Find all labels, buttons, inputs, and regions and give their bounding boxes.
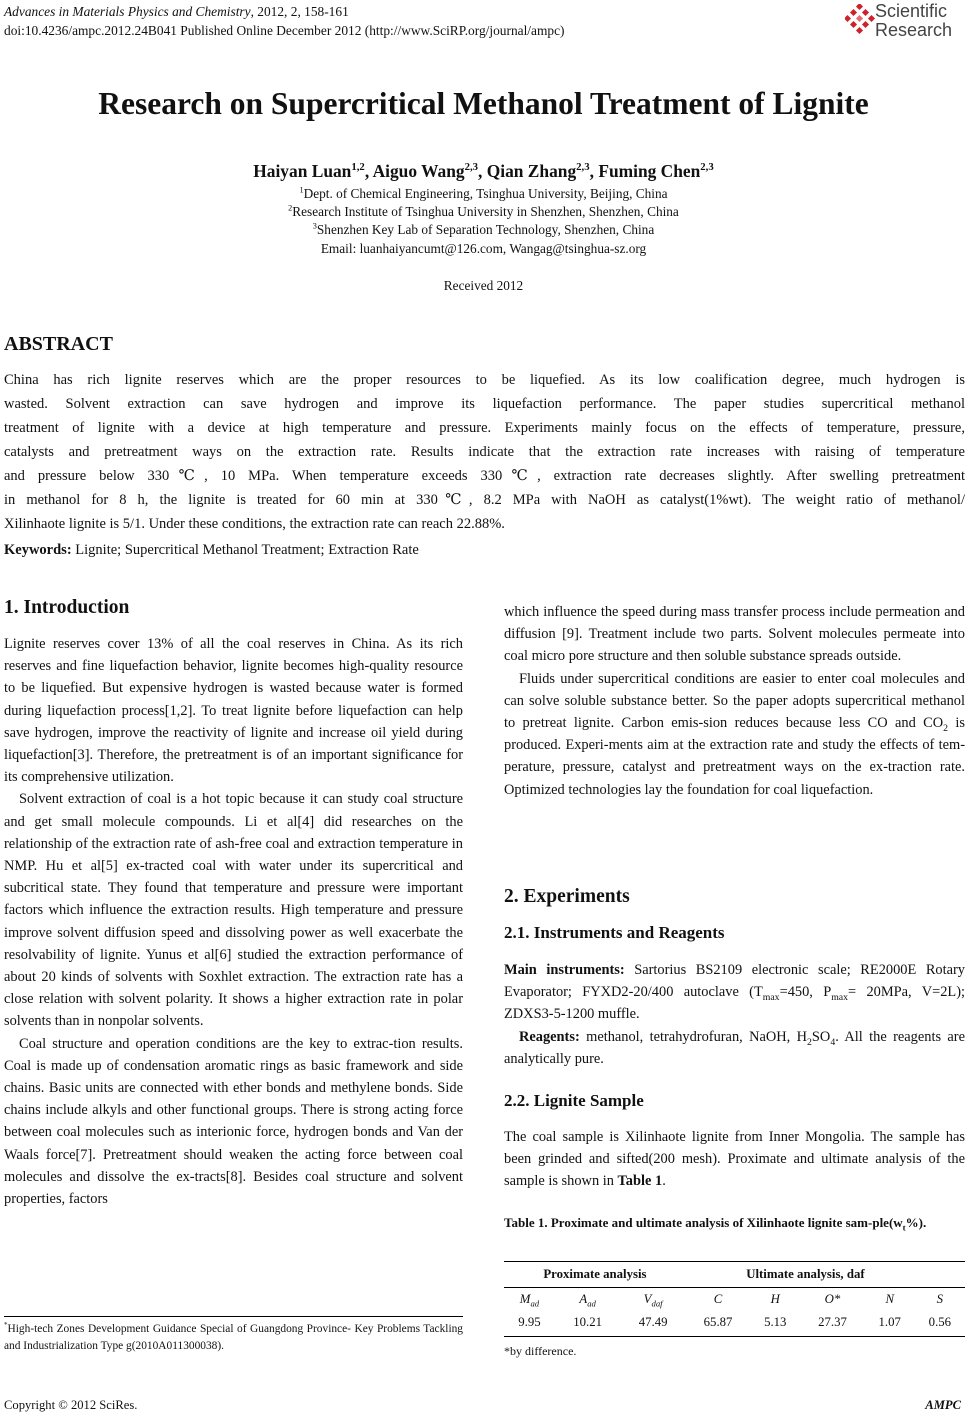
analysis-table [504,1262,965,1333]
journal-citation [4,2,564,21]
subsection-heading-instruments: 2.1. Instruments and Reagents [504,923,725,942]
footnote-rule [4,1316,463,1317]
author: Aiguo Wang$^{2,3}$, [372,161,487,181]
abstract-line: catalysts and pretreatment ways on the extraction rate. Results indicate that the extraction rate increases with raising of temperature [4,444,965,460]
instruments-text [504,959,965,1070]
affiliation: $^2$Research Institute of Tsinghua University in Shenzhen, Shenzhen, China [288,203,679,219]
paragraph: Fluids under supercritical conditions are easier to enter coal molecules and can solve soluble substance better. So the paper adopts supercritical methanol to pretreat lignite. Carbon emis-sion reduces because less CO and $CO_2$ is produced. Experi-ments aim at the extraction rate and study the effects of tem-perature, pressure, catalyst and pretreatment ways on the ex-traction rate. Optimized technologies lay the foundation for coal liquefaction. [504,670,965,798]
paper-title: Research on Supercritical Methanol Treatment of Lignite [98,86,869,121]
paragraph: The coal sample is Xilinhaote lignite from Inner Mongolia. The sample has been grinded and sifted(200 mesh). Proximate and ultimate analysis of the sample is shown in Table 1. [504,1129,965,1190]
table-header: $V_{daf}$ [643,1291,663,1309]
table-header: O* [824,1291,841,1306]
sample-text [504,1126,965,1193]
table-header: N [885,1291,894,1306]
author: Qian Zhang$^{2,3}$, [486,161,599,181]
section-heading-introduction: 1. Introduction [4,597,130,618]
author: Haiyan Luan$^{1,2}$, [253,161,373,181]
table-cell: 9.95 [518,1314,541,1329]
table-group-header-row [504,1262,965,1287]
table-cell: 27.37 [818,1314,847,1329]
abstract-line: and pressure below 330℃, 10 MPa. When temperature exceeds 330℃, extraction rate decreases slightly. After swelling pretreatment [4,468,965,484]
table-header: S [936,1291,944,1306]
group-header-proximate: Proximate analysis [504,1262,686,1287]
doi-line: doi:10.4236/ampc.2012.24B041 Published Online December 2012 (http://www.SciRP.org/journal/ampc) [4,23,565,38]
paragraph: Solvent extraction of coal is a hot topic because it can study coal structure and get small molecule compounds. Li et al[4] did researches on the relationship of the extraction rate of ash-free coal and extraction temperature in NMP. Hu et al[5] ex-tracted coal with water under its supercritical and subcritical state. They found that temperature and pressure were important factors which influence the extraction results. High temperature and pressure improve solvent diffusion speed and dissolving power as well exacerbate the resolvability of lignite. Yunus et al[6] studied the extraction performance of about 20 kinds of solvents with Soxhlet extraction. The extraction rate has a close relation with solvent polarity. It shows a higher extraction rate in polar solvents than in nonpolar solvents. [4,791,463,1030]
table-bottom-rule [504,1336,965,1337]
section-heading-experiments: 2. Experiments [504,886,630,907]
logo-mark-icon [845,4,875,36]
table-header: $A_{ad}$ [579,1291,596,1309]
email-line: Email: luanhaiyancumt@126.com, Wangag@tsinghua-sz.org [320,241,647,256]
affiliation: $^1$Dept. of Chemical Engineering, Tsinghua University, Beijing, China [299,185,668,201]
paragraph: Main instruments: Sartorius BS2109 electronic scale; RE2000E Rotary Evaporator; FYXD2-20/400 autoclave ($T_{max}=450$, $P_{max}= 20MPa$, V=2L); ZDXS3-5-1200 muffle. [504,962,965,1023]
right-column-top [504,601,965,801]
journal-name: Advances in Materials Physics and Chemistry [4,4,251,19]
paragraph: which influence the speed during mass transfer process include permeation and diffusion [9]. Treatment include two parts. Solvent molecules permeate into coal micro pore structure and then soluble substance spreads outside. [504,604,965,665]
table-header: $M_{ad}$ [519,1291,540,1309]
table-cell: 47.49 [638,1314,668,1329]
author: Fuming Chen$^{2,3}$ [598,161,714,181]
footnote: *High-tech Zones Development Guidance Special of Guangdong Province- Key Problems Tackling and Industrialization Type g(2010A011300038). [4,1321,463,1352]
scientific-research-logo [845,0,963,44]
affiliation: $^3$Shenzhen Key Lab of Separation Technology, Shenzhen, China [312,221,655,237]
abstract-line: wasted. Solvent extraction can save hydrogen and improve its liquefaction performance. The paper studies supercritical methanol [4,396,965,412]
table-1 [504,1261,965,1337]
keywords-text: Lignite; Supercritical Methanol Treatment; Extraction Rate [71,542,419,558]
group-header-ultimate: Ultimate analysis, daf [686,1262,965,1287]
keywords-label: Keywords: [4,542,72,558]
volume-pages: , 2012, 2, 158-161 [250,4,349,19]
received-date: Received 2012 [443,278,524,293]
table-row [504,1311,965,1333]
table-caption: Table 1. Proximate and ultimate analysis of Xilinhaote lignite sam-$ple(w_t\%)$. [504,1215,927,1233]
author-list [0,161,967,182]
left-column [4,633,463,1210]
table-column-header-row [504,1287,965,1311]
table-header: H [770,1291,780,1306]
table-cell: 0.56 [928,1314,952,1329]
table-cell: 1.07 [878,1314,901,1329]
abstract-line: China has rich lignite reserves which are the proper resources to be liquefied. As its low coalification degree, much hydrogen is [4,372,965,388]
abstract-line: Xilinhaote lignite is 5/1. Under these conditions, the extraction rate can reach 22.88%. [4,516,505,532]
running-header [4,2,564,40]
table-cell: 5.13 [764,1314,787,1329]
abstract-text [4,368,965,536]
subsection-heading-lignite-sample: 2.2. Lignite Sample [504,1091,644,1110]
logo-wordmark [875,2,952,40]
abstract-heading: ABSTRACT [4,333,113,355]
table-cell: 10.21 [573,1314,603,1329]
table-cell: 65.87 [703,1314,733,1329]
paragraph: Lignite reserves cover 13% of all the coal reserves in China. As its rich reserves and fine liquefaction behavior, lignite becomes high-quality resource to be liquefied. But expensive hydrogen is wasted because water is formed during liquefaction process[1,2]. To treat lignite before liquefaction can help save hydrogen, improve the reactivity of lignite and increase oil yield during liquefaction[3]. Therefore, the pretreatment is of an important significance for its comprehensive utilization. [4,636,463,786]
abstract-line: treatment of lignite with a device at high temperature and pressure. Experiments mainly focus on the effects of temperature, pressure, [4,420,965,436]
table-header: C [713,1291,723,1306]
copyright: Copyright © 2012 SciRes. [4,1398,138,1412]
journal-abbreviation: AMPC [925,1398,961,1412]
logo-line-2: Research [875,20,953,40]
paragraph: Reagents: methanol, tetrahydrofuran, NaOH, $H_2SO_4$. All the reagents are analytically pure. [504,1028,965,1067]
logo-line-1: Scientific [875,1,948,21]
table-note: *by difference. [504,1344,577,1358]
abstract-line: in methanol for 8 h, the lignite is treated for 60 min at 330℃, 8.2 MPa with NaOH as catalyst(1%wt). The weight ratio of methanol/ [4,492,965,508]
keywords [4,542,419,559]
paragraph: Coal structure and operation conditions are the key to extrac-tion results. Coal is made up of condensation aromatic rings as basic framework and side chains. Basic units are connected with ether bonds and methylene bonds. Side chains include alkyls and other functional groups. There is strong acting force between coal molecules such as interionic force, hydrogen bonds and Van der Waals force[7]. Pretreatment should weaken the acting force between coal molecules and dissolve the ex-tracts[8]. Besides coal structure and solvent properties, factors [4,1035,463,1208]
